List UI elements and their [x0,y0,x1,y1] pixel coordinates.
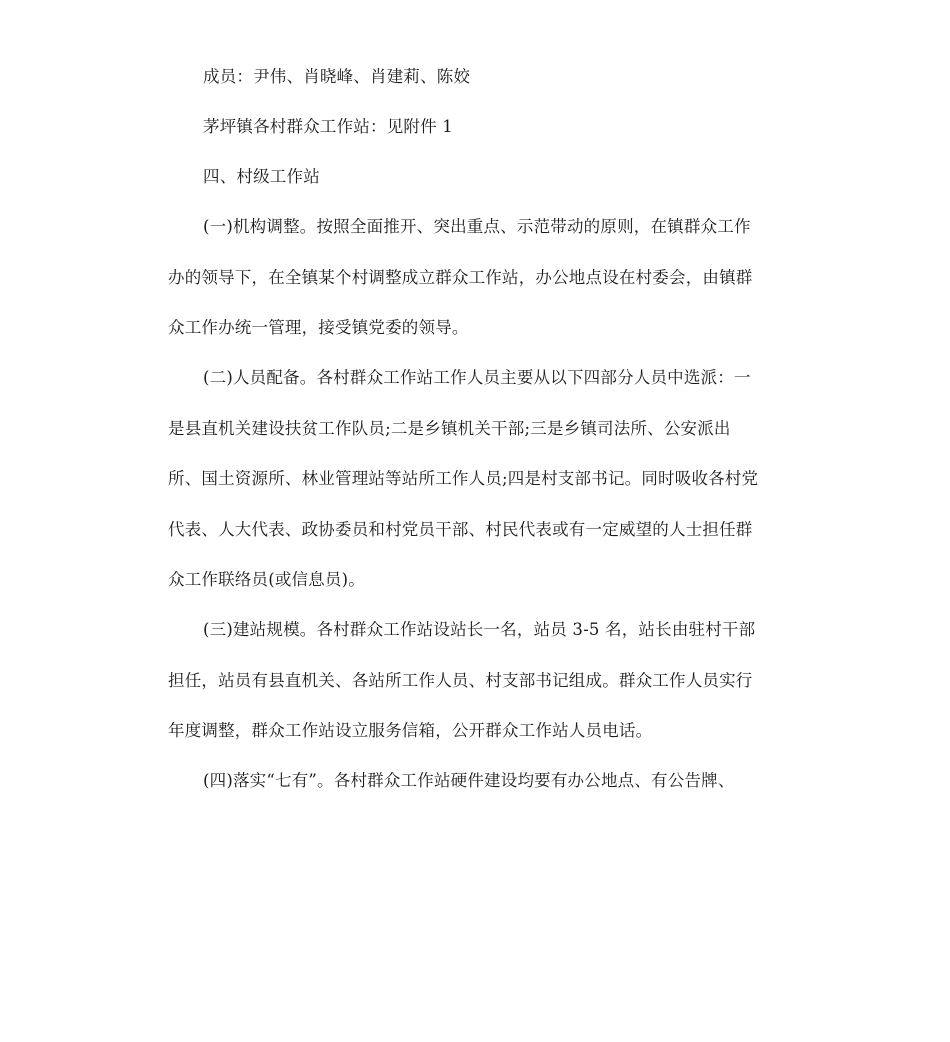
paragraph-line: 所、国土资源所、林业管理站等站所工作人员;四是村支部书记。同时吸收各村党 [168,469,759,488]
paragraph-line: (二)人员配备。各村群众工作站工作人员主要从以下四部分人员中选派：一 [203,368,751,387]
paragraph-line: 是县直机关建设扶贫工作队员;二是乡镇机关干部;三是乡镇司法所、公安派出 [168,419,731,438]
paragraph-line: (四)落实“七有”。各村群众工作站硬件建设均要有办公地点、有公告牌、 [203,771,735,790]
paragraph-line: 办的领导下，在全镇某个村调整成立群众工作站，办公地点设在村委会，由镇群 [168,268,753,287]
section-heading: 四、村级工作站 [203,167,320,186]
paragraph-line: 众工作联络员(或信息员)。 [168,570,365,589]
paragraph-line: 众工作办统一管理，接受镇党委的领导。 [168,318,469,337]
paragraph-line: 年度调整，群众工作站设立服务信箱，公开群众工作站人员电话。 [168,721,653,740]
paragraph-line: (三)建站规模。各村群众工作站设站长一名，站员 3-5 名，站长由驻村干部 [203,620,756,639]
paragraph-line: 代表、人大代表、政协委员和村党员干部、村民代表或有一定威望的人士担任群 [168,520,753,539]
village-stations-line: 茅坪镇各村群众工作站：见附件 1 [203,117,453,136]
members-line: 成员：尹伟、肖晓峰、肖建莉、陈姣 [203,67,471,86]
paragraph-line: (一)机构调整。按照全面推开、突出重点、示范带动的原则，在镇群众工作 [203,217,751,236]
paragraph-line: 担任，站员有县直机关、各站所工作人员、村支部书记组成。群众工作人员实行 [168,671,753,690]
